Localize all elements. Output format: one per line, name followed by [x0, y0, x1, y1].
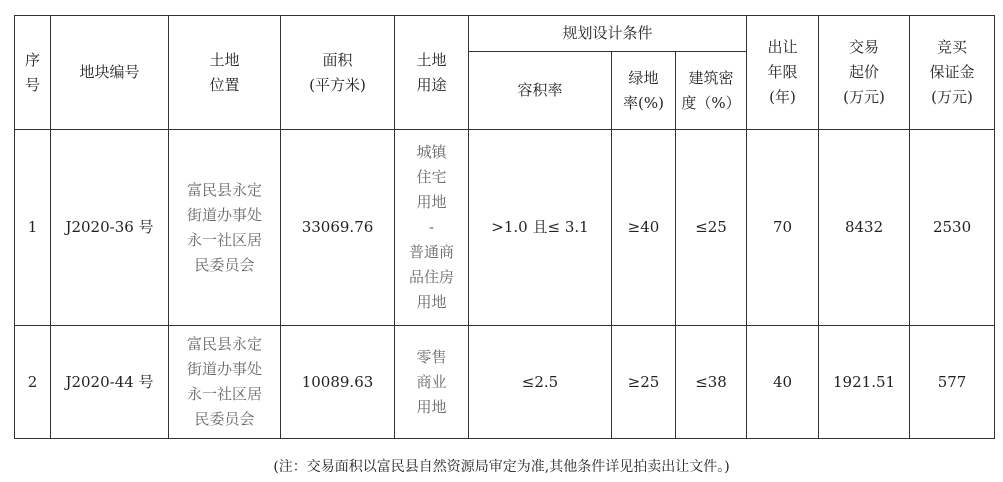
- cell-building-density: ≤25: [676, 130, 747, 326]
- cell-term: 40: [747, 326, 819, 439]
- header-term: 出让 年限 (年): [747, 16, 819, 130]
- cell-deposit: 577: [910, 326, 995, 439]
- cell-plot-no: J2020-36 号: [51, 130, 169, 326]
- land-auction-table: [14, 15, 995, 439]
- header-planning-group: 规划设计条件: [469, 16, 747, 52]
- cell-green-rate: ≥40: [612, 130, 676, 326]
- header-green-rate: 绿地 率(%): [612, 52, 676, 130]
- cell-usage: 零售 商业 用地: [395, 326, 469, 439]
- cell-area: 33069.76: [281, 130, 395, 326]
- table-footnote: (注：交易面积以富民县自然资源局审定为准,其他条件详见拍卖出让文件。): [273, 459, 730, 475]
- cell-location: 富民县永定 街道办事处 永一社区居 民委员会: [169, 130, 281, 326]
- header-far: 容积率: [469, 52, 612, 130]
- cell-seq: 1: [15, 130, 51, 326]
- cell-green-rate: ≥25: [612, 326, 676, 439]
- cell-usage: 城镇 住宅 用地 - 普通商 品住房 用地: [395, 130, 469, 326]
- cell-building-density: ≤38: [676, 326, 747, 439]
- cell-seq: 2: [15, 326, 51, 439]
- header-usage: 土地 用途: [395, 16, 469, 130]
- header-area: 面积 (平方米): [281, 16, 395, 130]
- cell-far: ≤2.5: [469, 326, 612, 439]
- cell-term: 70: [747, 130, 819, 326]
- header-deposit: 竞买 保证金 (万元): [910, 16, 995, 130]
- cell-plot-no: J2020-44 号: [51, 326, 169, 439]
- table-row: [15, 326, 995, 439]
- cell-location: 富民县永定 街道办事处 永一社区居 民委员会: [169, 326, 281, 439]
- header-plot-no: 地块编号: [51, 16, 169, 130]
- header-location: 土地 位置: [169, 16, 281, 130]
- cell-start-price: 8432: [819, 130, 910, 326]
- cell-deposit: 2530: [910, 130, 995, 326]
- header-seq: 序 号: [15, 16, 51, 130]
- cell-area: 10089.63: [281, 326, 395, 439]
- table-row: [15, 130, 995, 326]
- cell-start-price: 1921.51: [819, 326, 910, 439]
- header-start-price: 交易 起价 (万元): [819, 16, 910, 130]
- cell-far: >1.0 且≤ 3.1: [469, 130, 612, 326]
- header-building-density: 建筑密 度（%）: [676, 52, 747, 130]
